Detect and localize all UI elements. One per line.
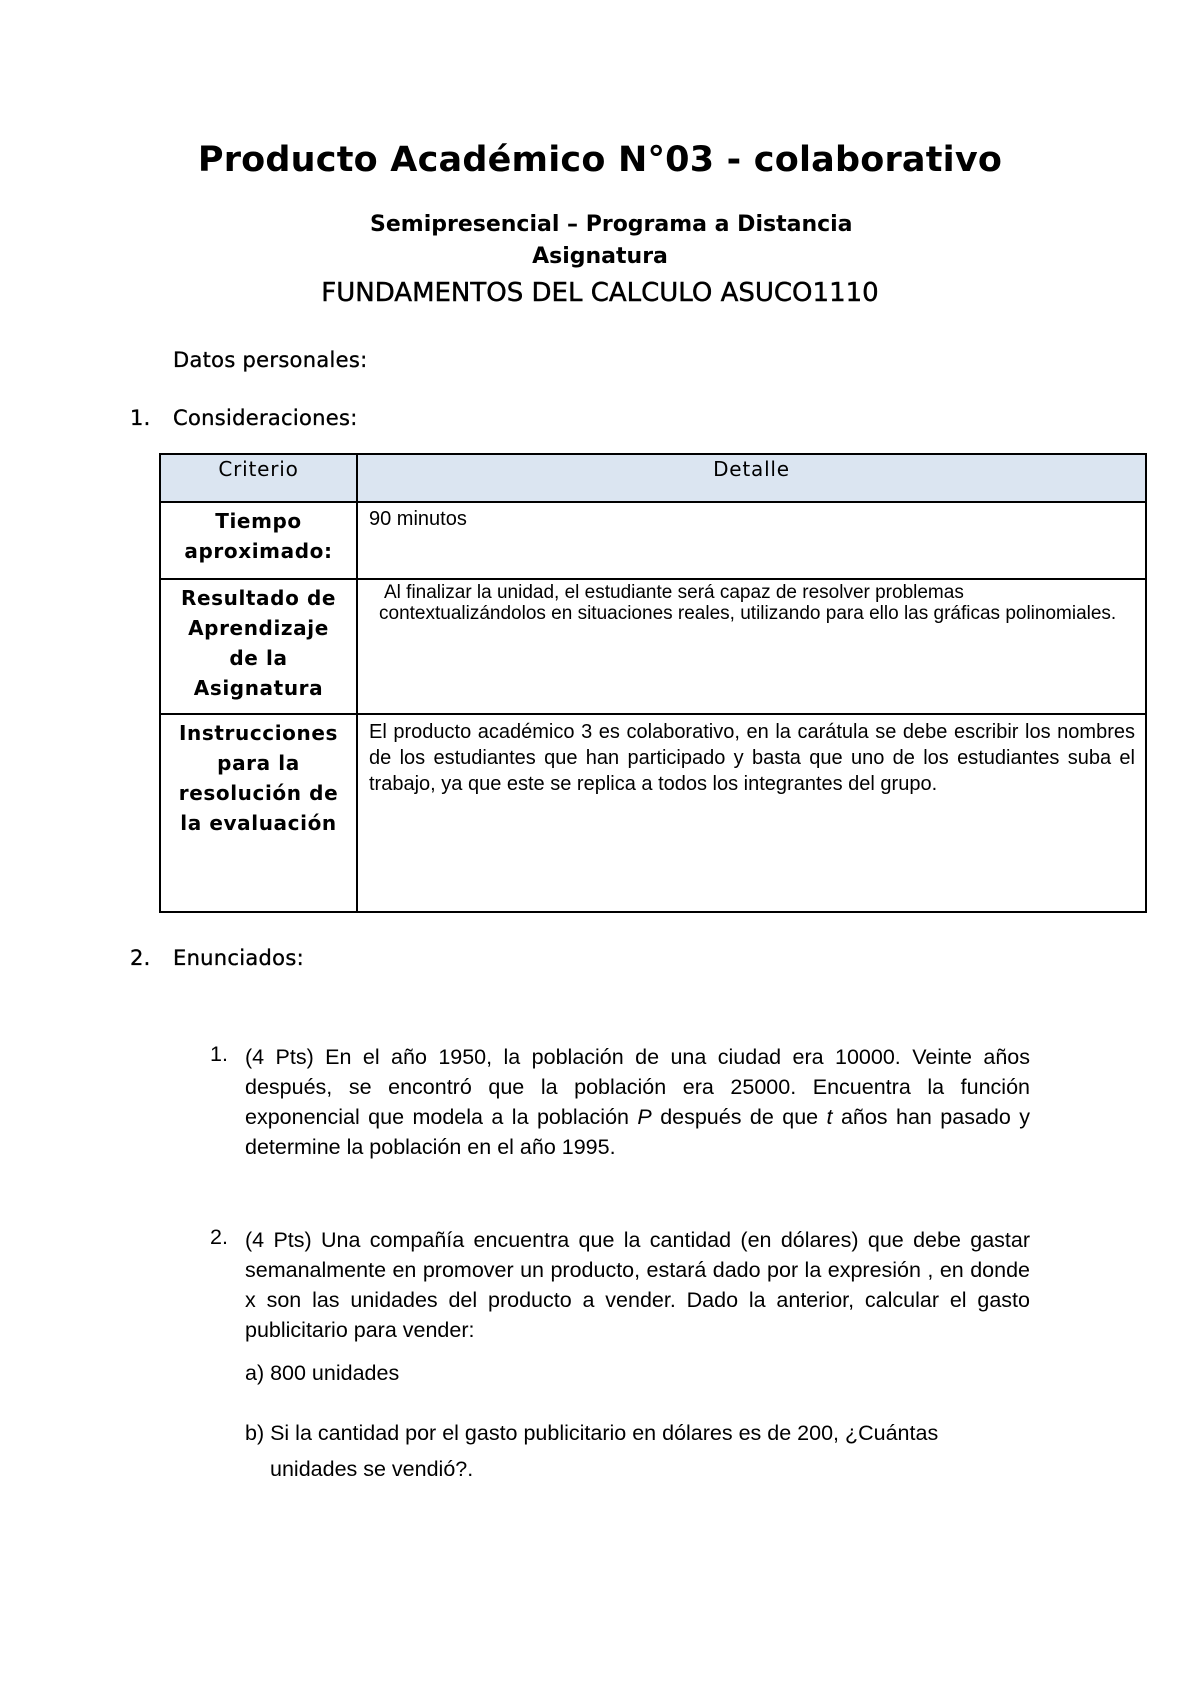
table-row [160, 502, 1146, 579]
variable-t: t [826, 1105, 833, 1129]
section-1-number: 1. [130, 406, 151, 430]
course-title: FUNDAMENTOS DEL CALCULO ASUCO1110 [321, 278, 879, 308]
table-header-row [160, 454, 1146, 502]
criterion-cell [160, 579, 357, 714]
table-row [160, 714, 1146, 912]
detail-cell: 90 minutos [357, 502, 1146, 579]
header-detalle: Detalle [357, 454, 1146, 502]
personal-data-label: Datos personales: [173, 348, 368, 372]
option-b-line-1: b) Si la cantidad por el gasto publicitario en dólares es de 200, ¿Cuántas [245, 1421, 939, 1445]
criterion-cell [160, 502, 357, 579]
table-row [160, 579, 1146, 714]
criterion-line: Aprendizaje [188, 616, 329, 640]
criterion-line: Tiempo [215, 509, 302, 533]
criterion-line: resolución de [178, 781, 339, 805]
criterion-cell [160, 714, 357, 912]
header-criterio: Criterio [160, 454, 357, 502]
question-1-text-part: años han pasado y determine la población en el año 1995. [245, 1105, 1030, 1159]
criterion-line: para la [217, 751, 300, 775]
question-1-text [245, 1042, 1030, 1162]
detail-cell: Al finalizar la unidad, el estudiante será capaz de resolver problemas contextualizándolos en situaciones reales, utilizando para ello las gráficas polinomiales. [357, 579, 1146, 714]
detail-cell: El producto académico 3 es colaborativo, en la carátula se debe escribir los nombres de los estudiantes que han participado y basta que uno de los estudiantes suba el trabajo, ya que este se replica a todos los integrantes del grupo. [357, 714, 1146, 912]
option-a: a) 800 unidades [245, 1361, 400, 1385]
question-1-text-part: después de que [651, 1105, 827, 1129]
criterion-line: Asignatura [193, 676, 324, 700]
question-2-number: 2. [210, 1225, 228, 1249]
section-2-number: 2. [130, 946, 151, 970]
subject-label: Asignatura [532, 244, 668, 269]
criteria-table [159, 453, 1147, 913]
option-b-line-2: unidades se vendió?. [270, 1457, 474, 1481]
section-1-title: Consideraciones: [173, 406, 358, 430]
question-1-number: 1. [210, 1042, 228, 1066]
criterion-line: de la [229, 646, 288, 670]
variable-p: P [637, 1105, 652, 1129]
document-title: Producto Académico N°03 - colaborativo [197, 140, 1003, 180]
modality-subtitle: Semipresencial – Programa a Distancia [370, 212, 853, 237]
section-2-title: Enunciados: [173, 946, 304, 970]
criterion-line: la evaluación [180, 811, 337, 835]
criterion-line: aproximado: [184, 539, 333, 563]
question-1-text-part: (4 Pts) En el año 1950, la población de una ciudad era 10000. Veinte años después, se encontró que la población era 25000. Encuentra la función exponencial que modela a la población [245, 1045, 1030, 1129]
criterion-line: Resultado de [180, 586, 337, 610]
question-2-text: (4 Pts) Una compañía encuentra que la cantidad (en dólares) que debe gastar semanalmente en promover un producto, estará dado por la expresión , en donde x son las unidades del producto a vender. Dado la anterior, calcular el gasto publicitario para vender: [245, 1228, 1030, 1342]
criterion-line: Instrucciones [178, 721, 339, 745]
